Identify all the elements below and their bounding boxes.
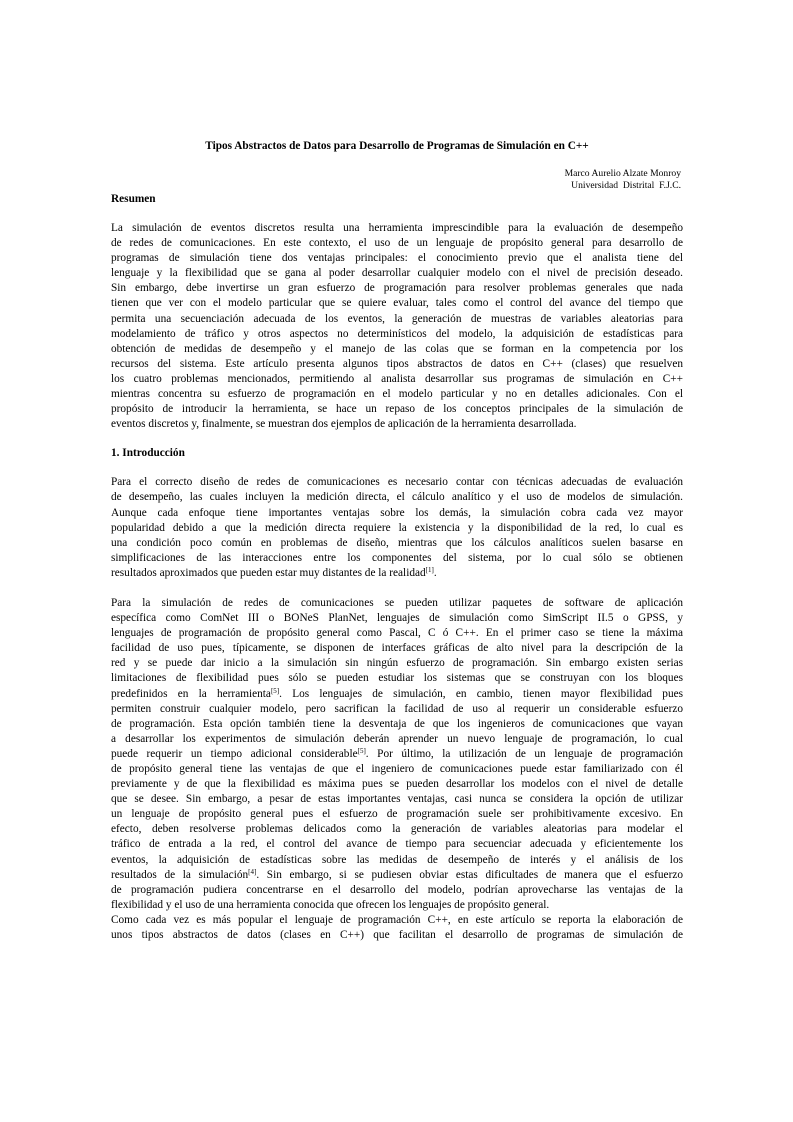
abstract-line: de redes de comunicaciones. En este contexto, el uso de un lenguaje de propósito general para desarrollo de (111, 237, 683, 250)
abstract-line: eventos discretos y, finalmente, se muestran dos ejemplos de aplicación de la herramienta desarrollada. (111, 418, 577, 431)
intro-line: simplificaciones de las interacciones entre los componentes del sistema, por lo cual sólo se obtienen (111, 551, 683, 564)
intro-line: popularidad debido a que la medición directa requiere la existencia y la disponibilidad de la red, lo cual es (111, 521, 683, 534)
abstract-line: recursos del sistema. Este artículo presenta algunos tipos abstractos de datos en C++ (clases) que resuelven (111, 357, 683, 370)
intro-line-text: . Por último, la utilización de un lenguaje de programación (365, 747, 683, 760)
intro-line: de propósito general tiene las ventajas de que el ingeniero de comunicaciones puede estar familiarizado con él (111, 763, 683, 775)
abstract-line: tienen que ver con el modelo particular que se quiere evaluar, tales como el control del avance del tiempo que (111, 297, 683, 310)
author-affiliation: Universidad Distrital F.J.C. (571, 180, 681, 191)
abstract-heading: Resumen (111, 193, 156, 205)
intro-line: Aunque cada enfoque tiene importantes ventajas sobre los demás, la simulación cobra cada vez mayor (111, 506, 683, 519)
intro-paragraph-3 (111, 913, 683, 943)
citation-ref: [1] (425, 565, 434, 574)
citation-ref: [4] (248, 867, 257, 876)
intro-line: Como cada vez es más popular el lenguaje de programación C++, en este artículo se reporta la elaboración de (111, 913, 683, 926)
intro-line: lenguajes de programación de propósito general como Pascal, C ó C++. En el primer caso se tiene la máxima (111, 627, 683, 640)
intro-line: unos tipos abstractos de datos (clases en C++) que facilitan el desarrollo de programas de simulación de (111, 929, 683, 942)
abstract-line: permita una secuenciación adecuada de los eventos, la generación de muestras de variables aleatorias para (111, 312, 683, 325)
intro-line: efecto, deben resolverse problemas delicados como la generación de variables aleatorias para modelar el (111, 823, 683, 836)
author-name: Marco Aurelio Alzate Monroy (564, 168, 681, 179)
intro-line (111, 747, 683, 762)
intro-line: de desempeño, las cuales incluyen la medición directa, el cálculo analítico y el uso de modelos de simulación. (111, 491, 683, 504)
intro-line-text: resultados aproximados que pueden estar muy distantes de la realidad (111, 566, 426, 579)
abstract-line: Sin embargo, debe invertirse un gran esfuerzo de programación para resolver problemas generales que nada (111, 282, 683, 295)
abstract-line: programas de simulación tiene dos ventajas principales: el conocimiento previo que el analista tiene del (111, 252, 683, 265)
intro-line: permiten construir cualquier modelo, pero sacrifican la facilidad de uso al requerir un considerable esfuerzo (111, 702, 683, 715)
abstract-line: propósito de introducir la herramienta, se hace un repaso de los conceptos principales de la simulación de (111, 403, 683, 416)
intro-line-text: . Los lenguajes de simulación, en cambio, tienen mayor flexibilidad pues (279, 687, 684, 700)
abstract-paragraph (111, 221, 683, 432)
intro-paragraph-1 (111, 475, 683, 581)
intro-line-text: resultados de la simulación (111, 868, 249, 881)
intro-line: red y se puede dar inicio a la simulación sin ningún esfuerzo de programación. Sin embargo existen serias (111, 657, 683, 670)
intro-line: específica como ComNet III o BONeS PlanNet, lenguajes de simulación como SimScript II.5 o GPSS, y (111, 612, 683, 625)
intro-line: tráfico de entrada a la red, el control del avance de tiempo para secuenciar adecuada y eficientemente los (111, 838, 683, 851)
intro-line: resultados aproximados que pueden estar muy distantes de la realidad[1]. (111, 565, 437, 579)
abstract-line: La simulación de eventos discretos resulta una herramienta imprescindible para la evaluación de desempeño (111, 222, 683, 234)
intro-line-text: predefinidos en la herramienta (111, 687, 271, 700)
paper-page (111, 139, 683, 943)
abstract-line: lenguaje y la flexibilidad que se gana al poder desarrollar cualquier modelo con el nivel de precisión deseado. (111, 267, 683, 280)
intro-line: un lenguaje de propósito general pues el esfuerzo de programación suele ser prohibitivamente excesivo. En (111, 808, 683, 821)
intro-line: facilidad de uso pues, típicamente, se disponen de interfaces gráficas de alto nivel para la descripción de la (111, 642, 683, 655)
intro-heading: 1. Introducción (111, 447, 185, 460)
intro-line: Para el correcto diseño de redes de comunicaciones es necesario contar con técnicas adecuadas de evaluación (111, 476, 683, 489)
citation-ref: [5] (270, 686, 280, 695)
intro-line: Para la simulación de redes de comunicaciones se pueden utilizar paquetes de software de aplicación (111, 596, 683, 609)
intro-line-text: puede requerir un tiempo adicional considerable (111, 747, 358, 760)
intro-line-text: . Sin embargo, si se pudiesen obviar estas dificultades de manera que el esfuerzo (256, 868, 684, 881)
abstract-line: obtención de medidas de desempeño y el manejo de las colas que se forman en la competencia por los (111, 342, 683, 355)
intro-line: de programación. Esta opción también tiene la desventaja de que los ingenieros de comunicaciones que vayan (111, 717, 683, 730)
abstract-line: mientras concentra su esfuerzo de programación en el modelo particular y no en detalles adicionales. Con el (111, 388, 683, 401)
intro-line: que se desee. Sin embargo, a pesar de estas importantes ventajas, casi nunca se considera la opción de utilizar (111, 793, 683, 806)
intro-paragraph-2 (111, 596, 683, 913)
intro-line: eventos, la adquisición de estadísticas sobre las medidas de desempeño de interés y el análisis de los (111, 853, 683, 866)
intro-line (111, 868, 683, 883)
intro-line: limitaciones de flexibilidad pues sólo se pueden estudiar los sistemas que se construyan con los bloques (111, 672, 683, 685)
abstract-line: modelamiento de tráfico y otros aspectos no determinísticos del modelo, la adquisición de estadísticas para (111, 327, 683, 340)
paper-title: Tipos Abstractos de Datos para Desarrollo de Programas de Simulación en C++ (205, 140, 589, 152)
intro-line (111, 687, 683, 702)
intro-line: previamente y de que la flexibilidad es máxima pues se pueden desarrollar los modelos con el nivel de detalle (111, 778, 683, 791)
intro-line: de programación pudiera concentrarse en el desarrollo del modelo, podrían aprovecharse las ventajas de la (111, 883, 683, 896)
intro-line: una condición poco común en problemas de diseño, mientras que los cálculos analíticos suelen basarse en (111, 536, 683, 549)
intro-line: flexibilidad y el uso de una herramienta conocida que ofrecen los lenguajes de propósito general. (111, 898, 550, 911)
abstract-line: los cuatro problemas mencionados, permitiendo al analista desarrollar sus programas de simulación en C++ (111, 372, 683, 385)
citation-ref: [5] (357, 746, 366, 755)
author-block (111, 168, 683, 192)
intro-line: a desarrollar los experimentos de simulación deberán aprender un nuevo lenguaje de programación, lo cual (111, 732, 683, 745)
